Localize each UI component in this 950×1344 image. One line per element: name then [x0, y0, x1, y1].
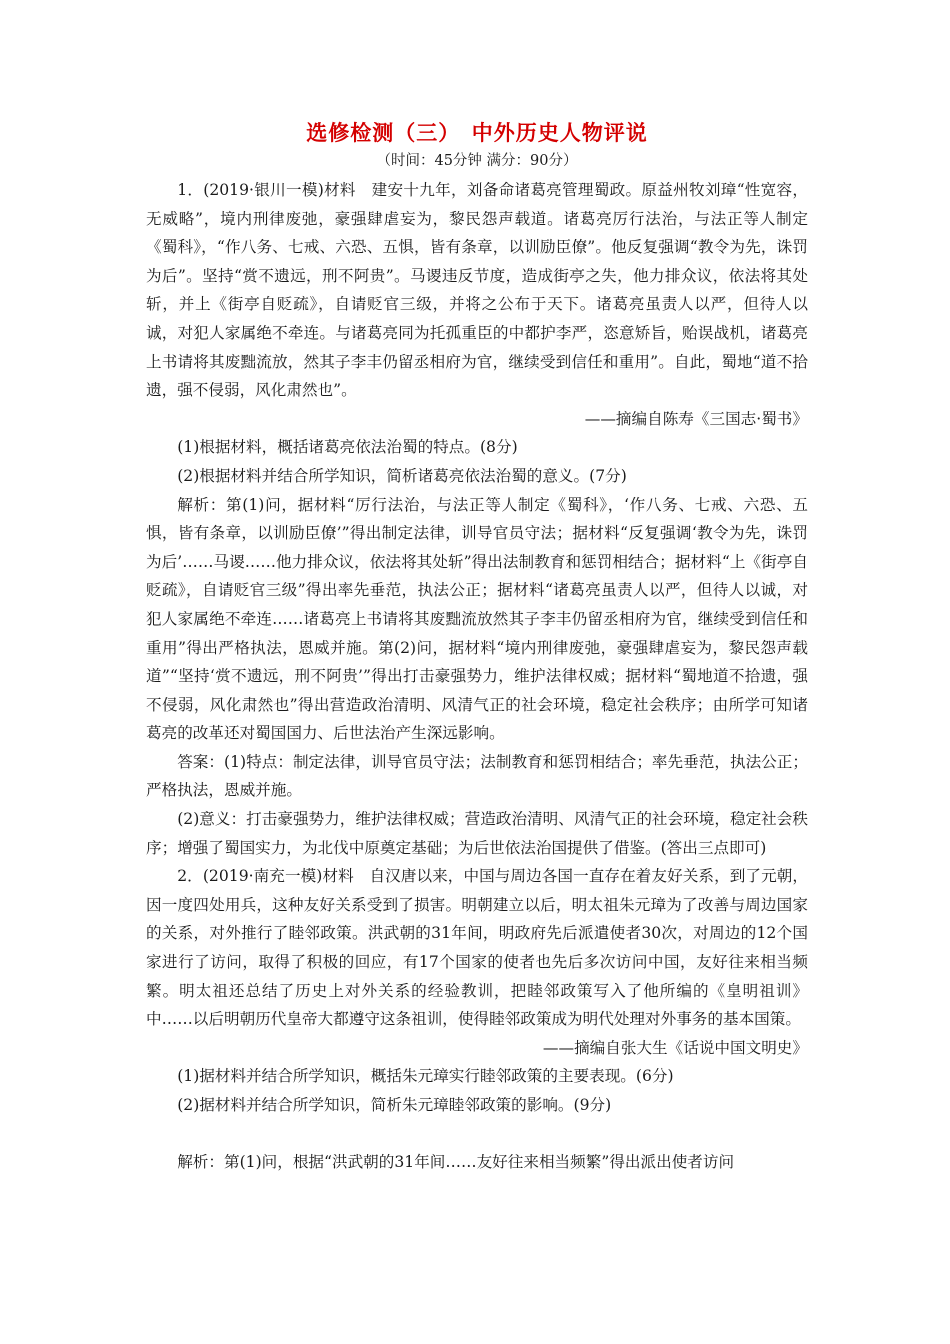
q2-ask-1: (1)据材料并结合所学知识，概括朱元璋实行睦邻政策的主要表现。(6分): [177, 1067, 674, 1086]
time-score-info: （时间：45分钟 满分：90分）: [376, 153, 578, 169]
q1-analysis: 解析：第(1)问，据材料“厉行法治，与法正等人制定《蜀科》，‘作八务、七戒、六恐、五惧，皆有条章，以训励臣僚’”得出制定法律，训导官员守法；据材料“反复强调‘教令为先，诛罚为后’……马谡……他力排众议，依法将其处斩”得出法制教育和惩罚相结合；据材料“上《街亭自贬疏》，自请贬官三级”得出率先垂范，执法公正；据材料“诸葛亮虽责人以严，但待人以诚，对犯人家属绝不牵连……诸葛亮上书请将其废黜流放然其子李丰仍留丞相府为官，继续受到信任和重用”得出严格执法，恩威并施。第(2)问，据材料“境内刑律废弛，豪强肆虐妄为，黎民怨声载道”“坚持‘赏不遗远，刑不阿贵’”得出打击豪强势力，维护法律权威；据材料“蜀地道不拾遗，强不侵弱，风化肃然也”得出营造政治清明、风清气正的社会环境，稳定社会秩序；由所学可知诸葛亮的改革还对蜀国国力、后世法治产生深远影响。: [146, 495, 808, 743]
q1-ask-1: (1)根据材料，概括诸葛亮依法治蜀的特点。(8分): [177, 438, 518, 457]
q1-ask-2: (2)根据材料并结合所学知识，简析诸葛亮依法治蜀的意义。(7分): [177, 466, 627, 485]
q1-source: ——摘编自陈寿《三国志·蜀书》: [584, 409, 808, 428]
page-title: 选修检测（三） 中外历史人物评说: [306, 120, 648, 145]
q1-material: 1．(2019·银川一模)材料 建安十九年，刘备命诸葛亮管理蜀政。原益州牧刘璋“性宽容，无威略”，境内刑律废弛，豪强肆虐妄为，黎民怨声载道。诸葛亮厉行法治，与法正等人制定《蜀科》，“作八务、七戒、六恐、五惧，皆有条章，以训励臣僚”。他反复强调“教令为先，诛罚为后”。坚持“赏不遗远，刑不阿贵”。马谡违反节度，造成街亭之失，他力排众议，依法将其处斩，并上《街亭自贬疏》，自请贬官三级，并将之公布于天下。诸葛亮虽责人以严，但待人以诚，对犯人家属绝不牵连。与诸葛亮同为托孤重臣的中都护李严，恣意矫旨，贻误战机，诸葛亮上书请将其废黜流放，然其子李丰仍留丞相府为官，继续受到信任和重用”。自此，蜀地“道不拾遗，强不侵弱，风化肃然也”。: [146, 181, 808, 400]
q2-ask-2: (2)据材料并结合所学知识，简析朱元璋睦邻政策的影响。(9分): [177, 1096, 612, 1114]
q2-analysis: 解析：第(1)问，根据“洪武朝的31年间……友好往来相当频繁”得出派出使者访问: [177, 1152, 735, 1171]
spacer: [146, 1120, 808, 1148]
q2-material: 2．(2019·南充一模)材料 自汉唐以来，中国与周边各国一直存在着友好关系，到了元朝，因一度四处用兵，这种友好关系受到了损害。明朝建立以后，明太祖朱元璋为了改善与周边国家的关系，对外推行了睦邻政策。洪武朝的31年间，明政府先后派遣使者30次，对周边的12个国家进行了访问，取得了积极的回应，有17个国家的使者也先后多次访问中国，友好往来相当频繁。明太祖还总结了历史上对外关系的经验教训，把睦邻政策写入了他所编的《皇明祖训》中……以后明朝历代皇帝大都遵守这条祖训，使得睦邻政策成为明代处理对外事务的基本国策。: [146, 867, 808, 1029]
q1-answer-2: (2)意义：打击豪强势力，维护法律权威；营造政治清明、风清气正的社会环境，稳定社会秩序；增强了蜀国实力，为北伐中原奠定基础；为后世依法治国提供了借鉴。(答出三点即可): [146, 810, 808, 857]
q1-answer-1: 答案：(1)特点：制定法律，训导官员守法；法制教育和惩罚相结合；率先垂范，执法公正；严格执法，恩威并施。: [146, 752, 808, 800]
q2-source: ——摘编自张大生《话说中国文明史》: [542, 1038, 808, 1057]
document-page: [146, 118, 808, 1176]
